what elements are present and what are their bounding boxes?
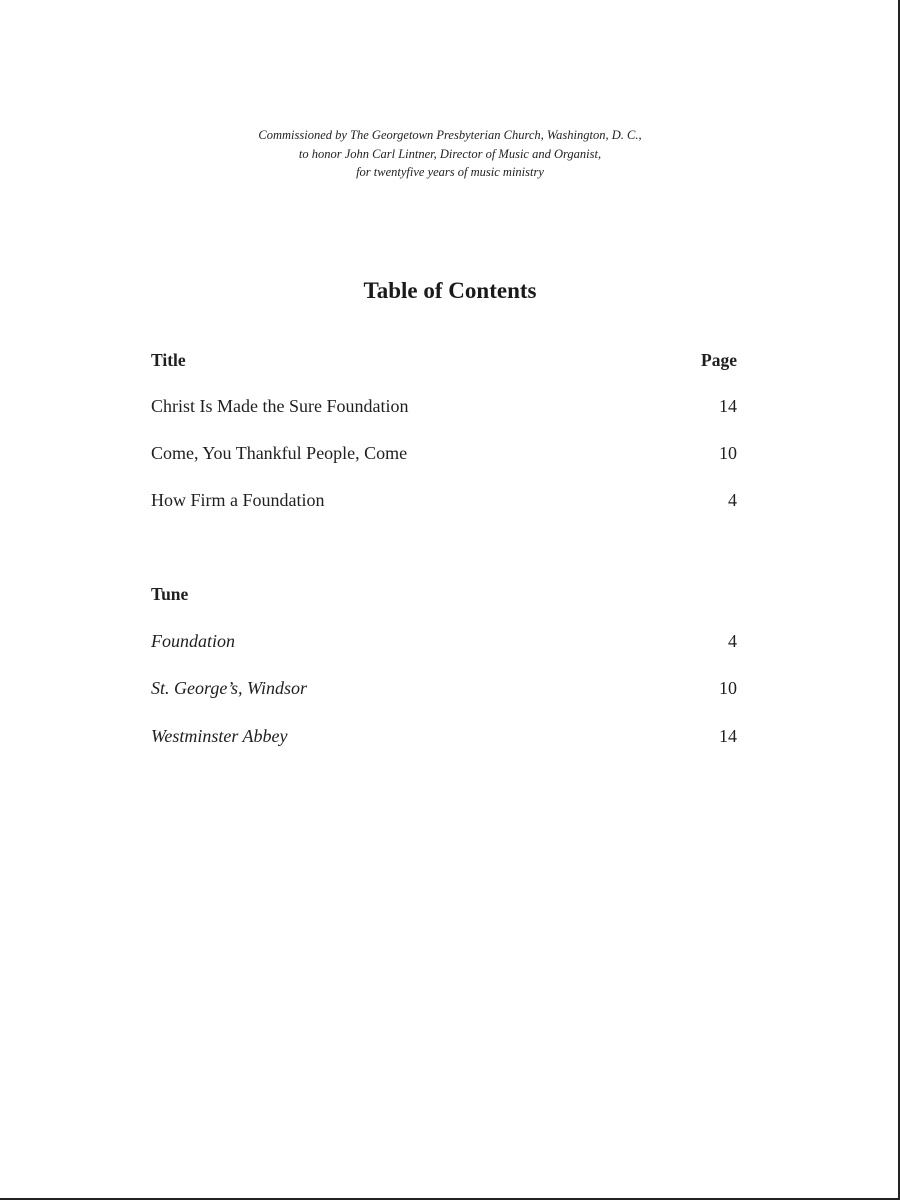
title-section-header — [151, 350, 737, 371]
toc-entry — [151, 396, 737, 417]
toc-entry — [151, 490, 737, 511]
page-title: Table of Contents — [363, 278, 537, 303]
tune-section-header — [151, 584, 737, 605]
page-column-heading: Page — [701, 350, 737, 370]
title-column-heading: Title — [151, 350, 186, 370]
tune-name: Foundation — [151, 631, 235, 651]
tune-name: Westminster Abbey — [151, 726, 288, 746]
dedication-line: Commissioned by The Georgetown Presbyterian Church, Washington, D. C., — [258, 128, 642, 142]
dedication-line: to honor John Carl Lintner, Director of Music and Organist, — [298, 146, 602, 161]
tune-entry — [151, 678, 737, 699]
tune-page: 14 — [719, 726, 737, 746]
dedication-line: for twentyfive years of music ministry — [356, 165, 544, 179]
entry-title: Christ Is Made the Sure Foundation — [151, 396, 409, 416]
dedication — [0, 126, 900, 182]
entry-title: How Firm a Foundation — [151, 490, 325, 510]
entry-page: 10 — [719, 443, 737, 463]
entry-page: 14 — [719, 396, 737, 416]
tune-entry — [151, 631, 737, 652]
entry-title: Come, You Thankful People, Come — [151, 443, 408, 463]
tune-page: 4 — [728, 631, 737, 651]
entry-page: 4 — [728, 490, 737, 510]
tune-column-heading: Tune — [151, 584, 189, 604]
tune-page: 10 — [719, 678, 737, 698]
tune-name: St. George’s, Windsor — [151, 678, 308, 698]
tune-entry — [151, 726, 737, 747]
toc-entry — [151, 443, 737, 464]
